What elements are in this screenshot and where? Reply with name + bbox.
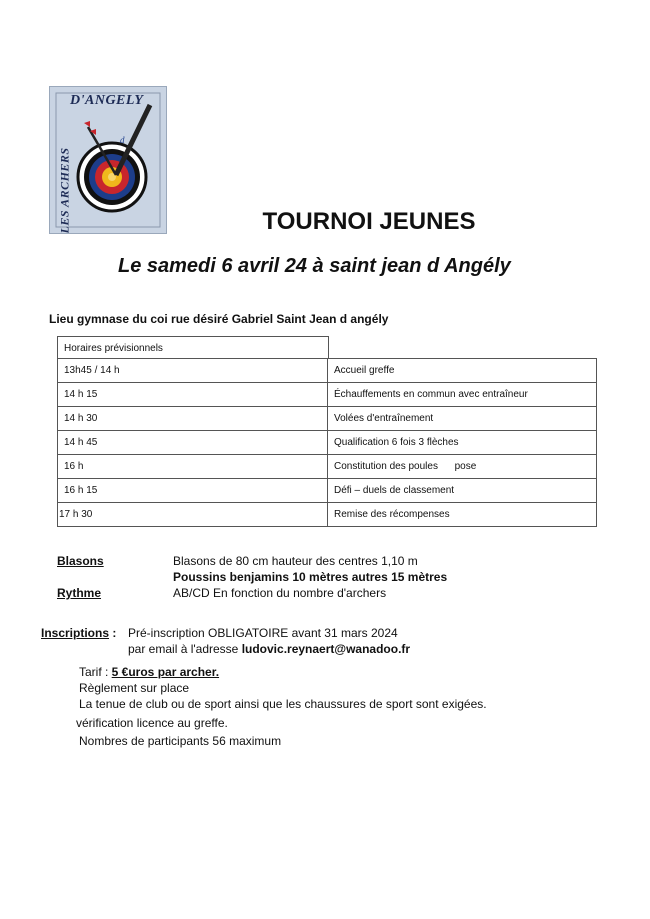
licence-line: vérification licence au greffe.	[76, 716, 228, 730]
inscriptions-heading	[41, 626, 116, 640]
tenue-line: La tenue de club ou de sport ainsi que les chaussures de sport sont exigées.	[79, 697, 487, 711]
table-row	[57, 358, 597, 383]
tarif-line	[79, 665, 219, 679]
contact-email[interactable]: ludovic.reynaert@wanadoo.fr	[241, 642, 411, 656]
blasons-distances: Poussins benjamins 10 mètres autres 15 mètres	[173, 570, 448, 584]
row-activity: Accueil greffe	[334, 365, 395, 376]
blasons-text: Blasons de 80 cm hauteur des centres 1,10 m	[173, 554, 418, 568]
row-time: 16 h 15	[64, 485, 98, 496]
row-activity: Constitution des poules pose	[334, 461, 477, 472]
logo-text-top: D'ANGELY	[70, 93, 144, 108]
inscriptions-label: Inscriptions	[41, 626, 110, 640]
page-title: TOURNOI JEUNES	[262, 208, 476, 235]
schedule-header	[57, 336, 329, 358]
row-time: 16 h	[64, 461, 84, 472]
inscriptions-colon: :	[109, 626, 117, 640]
table-row	[57, 407, 597, 431]
tarif-amount: 5 €uros par archer.	[111, 665, 220, 679]
table-row	[57, 455, 597, 479]
row-time: 14 h 15	[64, 389, 98, 400]
row-activity: Échauffements en commun avec entraîneur	[334, 389, 528, 400]
rythme-text: AB/CD En fonction du nombre d'archers	[173, 586, 387, 600]
row-time: 17 h 30	[59, 509, 93, 520]
svg-text:d: d	[120, 135, 125, 145]
row-time: 13h45 / 14 h	[64, 365, 120, 376]
table-row	[57, 383, 597, 407]
venue-line: Lieu gymnase du coi rue désiré Gabriel Saint Jean d angély	[49, 312, 389, 326]
participants-line: Nombres de participants 56 maximum	[79, 734, 282, 748]
tarif-prefix: Tarif :	[79, 665, 112, 679]
table-row	[57, 431, 597, 455]
row-activity: Qualification 6 fois 3 flèches	[334, 437, 459, 448]
row-activity: Volées d'entraînement	[334, 413, 434, 424]
inscriptions-line1: Pré-inscription OBLIGATOIRE avant 31 mars 2024	[128, 626, 398, 640]
inscriptions-line2	[128, 642, 410, 656]
blasons-label: Blasons	[57, 554, 104, 568]
table-row	[57, 503, 597, 527]
schedule-header-label: Horaires prévisionnels	[64, 343, 163, 354]
row-activity: Défi – duels de classement	[334, 485, 455, 496]
row-time: 14 h 30	[64, 413, 98, 424]
rythme-label: Rythme	[57, 586, 102, 600]
row-activity: Remise des récompenses	[334, 509, 450, 520]
row-time: 14 h 45	[64, 437, 98, 448]
logo-text-side: LES ARCHERS	[57, 147, 72, 234]
inscriptions-line2-prefix: par email à l'adresse	[128, 642, 242, 656]
event-date: Le samedi 6 avril 24 à saint jean d Angély	[118, 255, 511, 277]
reglement-line: Règlement sur place	[79, 681, 190, 695]
table-row	[57, 479, 597, 503]
schedule-table	[57, 336, 596, 527]
